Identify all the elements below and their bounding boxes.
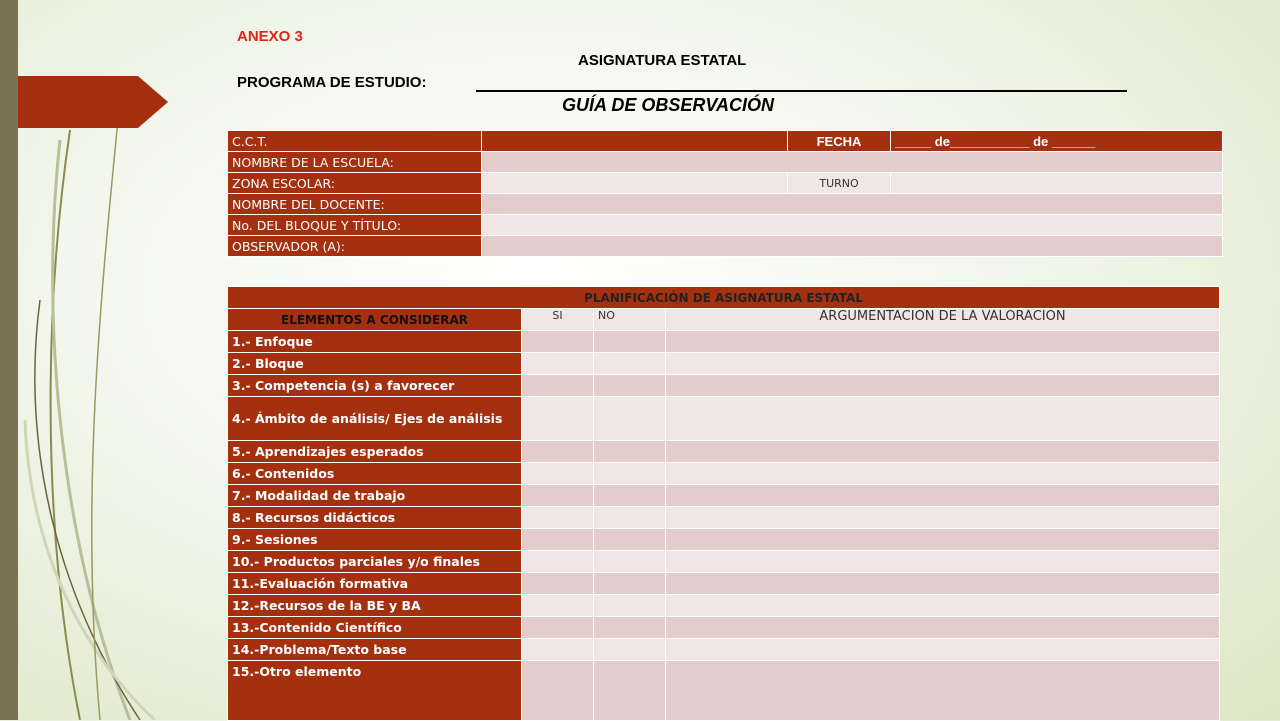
table-row (228, 375, 1220, 397)
fecha-field[interactable]: _____ de___________ de ______ (891, 131, 1223, 152)
argumentacion-cell[interactable] (666, 375, 1220, 397)
table-row (228, 529, 1220, 551)
argumentacion-cell[interactable] (666, 463, 1220, 485)
observador-label: OBSERVADOR (A): (228, 236, 482, 257)
planificacion-title: PLANIFICACIÓN DE ASIGNATURA ESTATAL (228, 287, 1220, 309)
table-row (228, 353, 1220, 375)
elemento-label: 15.-Otro elemento (228, 661, 522, 721)
argumentacion-cell[interactable] (666, 595, 1220, 617)
table-row (228, 507, 1220, 529)
no-cell[interactable] (594, 551, 666, 573)
si-cell[interactable] (522, 463, 594, 485)
cct-field[interactable] (482, 131, 788, 152)
argumentacion-cell[interactable] (666, 551, 1220, 573)
zona-field[interactable] (482, 173, 788, 194)
table-row (228, 595, 1220, 617)
si-cell[interactable] (522, 331, 594, 353)
turno-field[interactable] (891, 173, 1223, 194)
argumentacion-cell[interactable] (666, 507, 1220, 529)
table-row (228, 573, 1220, 595)
elemento-label: 5.- Aprendizajes esperados (228, 441, 522, 463)
si-cell[interactable] (522, 661, 594, 721)
no-cell[interactable] (594, 485, 666, 507)
no-cell[interactable] (594, 353, 666, 375)
col-elementos-header: ELEMENTOS A CONSIDERAR (228, 309, 522, 331)
elemento-label: 9.- Sesiones (228, 529, 522, 551)
guia-title: GUÍA DE OBSERVACIÓN (562, 95, 775, 115)
si-cell[interactable] (522, 595, 594, 617)
table-row (228, 551, 1220, 573)
planificacion-rows (228, 331, 1220, 721)
elemento-label: 10.- Productos parciales y/o finales (228, 551, 522, 573)
zona-label: ZONA ESCOLAR: (228, 173, 482, 194)
escuela-label: NOMBRE DE LA ESCUELA: (228, 152, 482, 173)
planificacion-table (227, 286, 1220, 721)
si-cell[interactable] (522, 485, 594, 507)
argumentacion-cell[interactable] (666, 639, 1220, 661)
table-row (228, 485, 1220, 507)
table-row (228, 331, 1220, 353)
col-si-header: SI (522, 309, 594, 331)
elemento-label: 12.-Recursos de la BE y BA (228, 595, 522, 617)
programa-blank-line (476, 90, 1127, 92)
argumentacion-cell[interactable] (666, 397, 1220, 441)
si-cell[interactable] (522, 551, 594, 573)
elemento-label: 1.- Enfoque (228, 331, 522, 353)
table-row (228, 661, 1220, 721)
si-cell[interactable] (522, 441, 594, 463)
si-cell[interactable] (522, 353, 594, 375)
escuela-field[interactable] (482, 152, 1223, 173)
si-cell[interactable] (522, 529, 594, 551)
elemento-label: 3.- Competencia (s) a favorecer (228, 375, 522, 397)
no-cell[interactable] (594, 661, 666, 721)
elemento-label: 4.- Ámbito de análisis/ Ejes de análisis (228, 397, 522, 441)
docente-label: NOMBRE DEL DOCENTE: (228, 194, 482, 215)
cct-label: C.C.T. (228, 131, 482, 152)
no-cell[interactable] (594, 639, 666, 661)
si-cell[interactable] (522, 375, 594, 397)
elemento-label: 8.- Recursos didácticos (228, 507, 522, 529)
argumentacion-cell[interactable] (666, 573, 1220, 595)
no-cell[interactable] (594, 529, 666, 551)
no-cell[interactable] (594, 573, 666, 595)
argumentacion-cell[interactable] (666, 529, 1220, 551)
si-cell[interactable] (522, 617, 594, 639)
table-row (228, 639, 1220, 661)
no-cell[interactable] (594, 595, 666, 617)
table-row (228, 441, 1220, 463)
info-table (227, 130, 1223, 257)
turno-label: TURNO (788, 173, 891, 194)
argumentacion-cell[interactable] (666, 353, 1220, 375)
bloque-field[interactable] (482, 215, 1223, 236)
si-cell[interactable] (522, 507, 594, 529)
argumentacion-cell[interactable] (666, 441, 1220, 463)
table-row (228, 463, 1220, 485)
title-tab (18, 76, 168, 128)
si-cell[interactable] (522, 639, 594, 661)
argumentacion-cell[interactable] (666, 485, 1220, 507)
argumentacion-cell[interactable] (666, 661, 1220, 721)
no-cell[interactable] (594, 463, 666, 485)
argumentacion-cell[interactable] (666, 617, 1220, 639)
bloque-label: No. DEL BLOQUE Y TÍTULO: (228, 215, 482, 236)
asignatura-title: ASIGNATURA ESTATAL (578, 52, 747, 69)
elemento-label: 2.- Bloque (228, 353, 522, 375)
col-no-header: NO (594, 309, 666, 331)
docente-field[interactable] (482, 194, 1223, 215)
fecha-label: FECHA (788, 131, 891, 152)
observador-field[interactable] (482, 236, 1223, 257)
si-cell[interactable] (522, 573, 594, 595)
no-cell[interactable] (594, 397, 666, 441)
table-row (228, 397, 1220, 441)
no-cell[interactable] (594, 441, 666, 463)
programa-label: PROGRAMA DE ESTUDIO: (237, 74, 427, 91)
no-cell[interactable] (594, 617, 666, 639)
elemento-label: 7.- Modalidad de trabajo (228, 485, 522, 507)
elemento-label: 14.-Problema/Texto base (228, 639, 522, 661)
table-row (228, 617, 1220, 639)
anexo-label: ANEXO 3 (237, 28, 303, 45)
col-argumentacion-header: ARGUMENTACIÓN DE LA VALORACIÓN (666, 309, 1220, 331)
no-cell[interactable] (594, 507, 666, 529)
si-cell[interactable] (522, 397, 594, 441)
elemento-label: 11.-Evaluación formativa (228, 573, 522, 595)
no-cell[interactable] (594, 375, 666, 397)
elemento-label: 6.- Contenidos (228, 463, 522, 485)
no-cell[interactable] (594, 331, 666, 353)
elemento-label: 13.-Contenido Científico (228, 617, 522, 639)
argumentacion-cell[interactable] (666, 331, 1220, 353)
